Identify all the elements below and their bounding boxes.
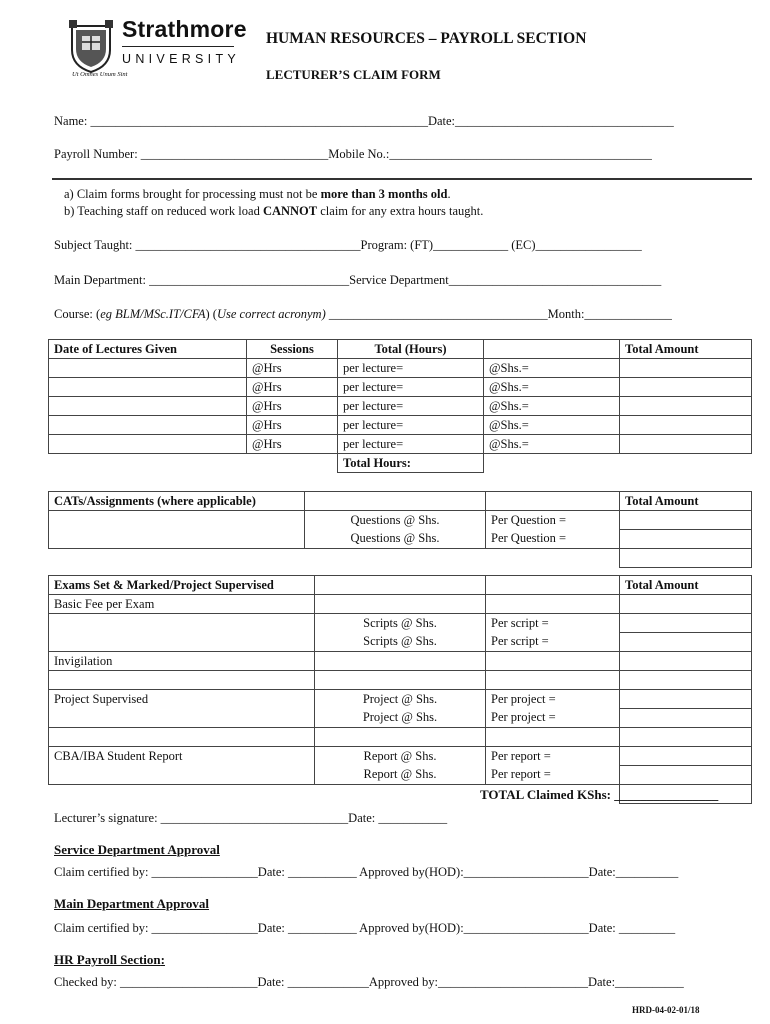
table-row	[49, 530, 752, 549]
date-cell[interactable]	[49, 378, 247, 397]
table-row	[49, 595, 752, 614]
date-cell[interactable]	[49, 359, 247, 378]
amount-cell[interactable]	[620, 671, 752, 690]
report-cell[interactable]: Report @ Shs.	[315, 766, 486, 785]
amount-cell[interactable]	[620, 378, 752, 397]
cats-total-cell[interactable]	[620, 549, 752, 568]
rate-cell[interactable]: @Shs.=	[484, 435, 620, 454]
per-question-cell[interactable]: Per Question =	[486, 530, 620, 549]
form-subtitle: LECTURER’S CLAIM FORM	[266, 67, 441, 82]
per-script-cell[interactable]: Per script =	[486, 633, 620, 652]
rate-cell[interactable]: @Shs.=	[484, 378, 620, 397]
sessions-cell[interactable]: @Hrs	[247, 359, 338, 378]
exams-header: Exams Set & Marked/Project Supervised	[49, 576, 315, 595]
logo-divider	[122, 46, 234, 47]
table-row	[49, 747, 752, 766]
total-hours-row	[49, 454, 752, 473]
logo-wordmark: Strathmore	[122, 16, 247, 42]
per-report-cell[interactable]: Per report =	[486, 766, 620, 785]
total-hours-label: Total Hours:	[338, 454, 484, 473]
hours-cell[interactable]: per lecture=	[338, 359, 484, 378]
lecturer-signature-field[interactable]: Lecturer’s signature: ______________________________Date: ___________	[54, 811, 448, 825]
main-approval-heading: Main Department Approval	[54, 896, 210, 911]
project-cell[interactable]: Project @ Shs.	[315, 709, 486, 728]
amount-cell[interactable]	[620, 747, 752, 766]
amount-cell[interactable]	[620, 511, 752, 530]
amount-cell[interactable]	[620, 595, 752, 614]
document-code: HRD-04-02-01/18	[632, 1005, 700, 1015]
amount-cell[interactable]	[620, 690, 752, 709]
table-row	[49, 766, 752, 785]
hr-payroll-heading: HR Payroll Section:	[54, 952, 165, 967]
name-date-field[interactable]: Name: ______________________________________________________Date:___________________________________	[54, 114, 674, 128]
amount-cell[interactable]	[620, 633, 752, 652]
amount-cell[interactable]	[620, 359, 752, 378]
amount-cell[interactable]	[620, 728, 752, 747]
per-project-cell[interactable]: Per project =	[486, 690, 620, 709]
cats-header: CATs/Assignments (where applicable)	[49, 492, 305, 511]
table-row	[49, 397, 752, 416]
table-row	[49, 671, 752, 690]
amount-cell[interactable]	[620, 709, 752, 728]
table-row	[49, 378, 752, 397]
invigilation-label: Invigilation	[49, 652, 315, 671]
table-row	[49, 511, 752, 530]
cba-label: CBA/IBA Student Report	[49, 747, 315, 766]
table-row	[49, 728, 752, 747]
lectures-table	[48, 339, 752, 473]
project-cell[interactable]: Project @ Shs.	[315, 690, 486, 709]
form-title: HUMAN RESOURCES – PAYROLL SECTION	[266, 30, 587, 47]
scripts-cell[interactable]: Scripts @ Shs.	[315, 614, 486, 633]
date-cell[interactable]	[49, 397, 247, 416]
hours-cell[interactable]: per lecture=	[338, 416, 484, 435]
hr-payroll-field[interactable]: Checked by: ______________________Date: _____________Approved by:________________________Date:___________	[54, 975, 684, 989]
col-header: Total (Hours)	[338, 340, 484, 359]
amount-cell[interactable]	[620, 397, 752, 416]
service-approval-field[interactable]: Claim certified by: _________________Date: ___________ Approved by(HOD):____________________Date:__________	[54, 865, 679, 879]
scripts-cell[interactable]: Scripts @ Shs.	[315, 633, 486, 652]
sessions-cell[interactable]: @Hrs	[247, 416, 338, 435]
col-header: Sessions	[247, 340, 338, 359]
table-row	[49, 549, 752, 568]
rate-cell[interactable]: @Shs.=	[484, 359, 620, 378]
payroll-mobile-field[interactable]: Payroll Number: ______________________________Mobile No.:__________________________________________	[54, 147, 652, 161]
table-header-row	[49, 492, 752, 511]
university-crest-icon	[68, 20, 114, 74]
table-row	[49, 709, 752, 728]
date-cell[interactable]	[49, 435, 247, 454]
subject-program-field[interactable]: Subject Taught: ____________________________________Program: (FT)____________ (EC)_________________	[54, 238, 642, 252]
total-amount-header: Total Amount	[620, 576, 752, 595]
table-row	[49, 359, 752, 378]
project-label: Project Supervised	[49, 690, 315, 709]
table-row	[49, 614, 752, 633]
sessions-cell[interactable]: @Hrs	[247, 378, 338, 397]
main-approval-field[interactable]: Claim certified by: _________________Date: ___________ Approved by(HOD):____________________Date: _________	[54, 921, 676, 935]
date-cell[interactable]	[49, 416, 247, 435]
questions-cell[interactable]: Questions @ Shs.	[305, 530, 486, 549]
per-project-cell[interactable]: Per project =	[486, 709, 620, 728]
course-month-field[interactable]: Course: (eg BLM/MSc.IT/CFA) (Use correct acronym) ___________________________________Month:______________	[54, 307, 672, 321]
table-header-row	[49, 340, 752, 359]
col-header	[484, 340, 620, 359]
hours-cell[interactable]: per lecture=	[338, 435, 484, 454]
questions-cell[interactable]: Questions @ Shs.	[305, 511, 486, 530]
hours-cell[interactable]: per lecture=	[338, 378, 484, 397]
amount-cell[interactable]	[620, 416, 752, 435]
amount-cell[interactable]	[620, 530, 752, 549]
cats-table	[48, 491, 752, 568]
table-row	[49, 416, 752, 435]
section-divider	[52, 178, 752, 180]
department-field[interactable]: Main Department: ________________________________Service Department__________________________________	[54, 273, 662, 287]
table-row	[49, 652, 752, 671]
hours-cell[interactable]: per lecture=	[338, 397, 484, 416]
table-row	[49, 690, 752, 709]
table-row	[49, 633, 752, 652]
col-header: Date of Lectures Given	[49, 340, 247, 359]
col-header: Total Amount	[620, 340, 752, 359]
sessions-cell[interactable]: @Hrs	[247, 435, 338, 454]
report-cell[interactable]: Report @ Shs.	[315, 747, 486, 766]
amount-cell[interactable]	[620, 435, 752, 454]
rate-cell[interactable]: @Shs.=	[484, 397, 620, 416]
amount-cell[interactable]	[620, 766, 752, 785]
service-approval-heading: Service Department Approval	[54, 842, 220, 857]
logo-motto: Ut Omnes Unum Sint	[72, 71, 128, 78]
rate-cell[interactable]: @Shs.=	[484, 416, 620, 435]
amount-cell[interactable]	[620, 652, 752, 671]
note-a: a) Claim forms brought for processing must not be more than 3 months old.	[64, 187, 451, 201]
sessions-cell[interactable]: @Hrs	[247, 397, 338, 416]
per-script-cell[interactable]: Per script =	[486, 614, 620, 633]
note-b: b) Teaching staff on reduced work load CANNOT claim for any extra hours taught.	[64, 204, 484, 218]
per-report-cell[interactable]: Per report =	[486, 747, 620, 766]
total-amount-header: Total Amount	[620, 492, 752, 511]
basic-fee-label: Basic Fee per Exam	[49, 595, 315, 614]
amount-cell[interactable]	[620, 614, 752, 633]
total-claimed-field[interactable]: TOTAL Claimed KShs: ________________	[480, 787, 719, 802]
exams-table	[48, 575, 752, 804]
logo-university: UNIVERSITY	[122, 52, 241, 66]
table-row	[49, 435, 752, 454]
per-question-cell[interactable]: Per Question =	[486, 511, 620, 530]
table-header-row	[49, 576, 752, 595]
